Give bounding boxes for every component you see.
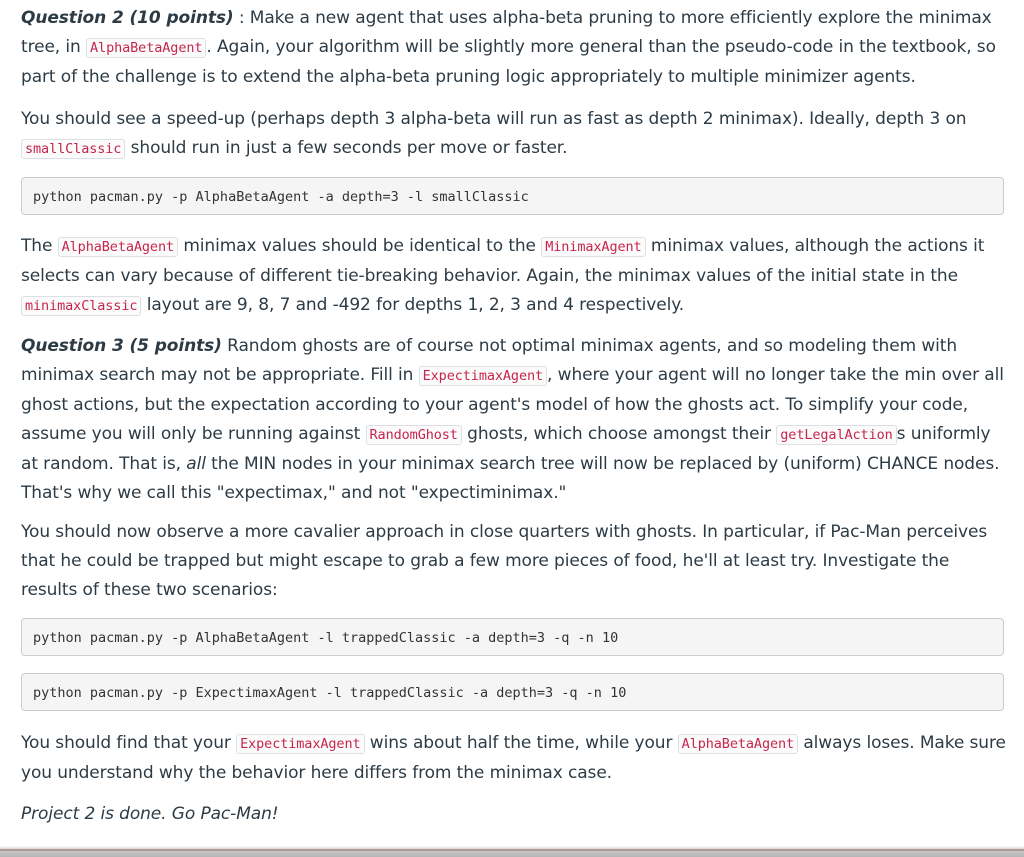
inline-code-smallclassic: smallClassic — [21, 139, 125, 159]
code-block-expectimax-trapped[interactable]: python pacman.py -p ExpectimaxAgent -l trappedClassic -a depth=3 -q -n 10 — [21, 673, 1004, 711]
code-block-alphabeta-smallclassic[interactable]: python pacman.py -p AlphaBetaAgent -a depth=3 -l smallClassic — [21, 177, 1004, 215]
inline-code-minimaxagent: MinimaxAgent — [541, 237, 645, 257]
question-2-paragraph: Question 2 (10 points) : Make a new agent that uses alpha-beta pruning to more efficiently explore the minimax tree, in AlphaBetaAgent . Again, your algorithm will be slightly more general than the pseudo-code in the textbook, so part of the challenge is to extend the alpha-beta pruning logic appropriately to multiple minimizer agents. — [21, 8, 996, 87]
inline-code-alphabetaagent: AlphaBetaAgent — [58, 237, 178, 257]
question-3-title: Question 3 (5 points) — [21, 336, 222, 356]
code-block-alphabeta-trapped[interactable]: python pacman.py -p AlphaBetaAgent -l trappedClassic -a depth=3 -q -n 10 — [21, 618, 1004, 656]
inline-code-expectimaxagent: ExpectimaxAgent — [419, 366, 547, 386]
inline-code-minimaxclassic: minimaxClassic — [21, 296, 141, 316]
inline-code-randomghost: RandomGhost — [366, 425, 462, 445]
cavalier-paragraph: You should now observe a more cavalier approach in close quarters with ghosts. In particular, if Pac-Man perceives that he could be trapped but might escape to grab a few more pieces of food, he'll at least try. Investigate the results of these two scenarios: — [21, 522, 988, 600]
bottom-scroll-edge — [0, 846, 1024, 857]
minimax-values-paragraph: The AlphaBetaAgent minimax values should be identical to the MinimaxAgent minimax values, although the actions it selects can vary because of different tie-breaking behavior. Again, the minimax values of the initial state in the minimaxClassic layout are 9, 8, 7 and -492 for depths 1, 2, 3 and 4 respectively. — [21, 236, 985, 315]
inline-code-expectimaxagent: ExpectimaxAgent — [236, 734, 364, 754]
inline-code-alphabetaagent: AlphaBetaAgent — [86, 38, 206, 58]
emphasis-all: all — [186, 454, 206, 474]
closing-line: Project 2 is done. Go Pac-Man! — [21, 804, 279, 824]
question-2-title: Question 2 (10 points) — [21, 8, 234, 28]
inline-code-getlegalaction: getLegalAction — [776, 425, 896, 445]
question-3-paragraph: Question 3 (5 points) Random ghosts are of course not optimal minimax agents, and so modeling them with minimax search may not be appropriate. Fill in ExpectimaxAgent , where your agent will no longer take the min over all ghost actions, but the expectation according to your agent's model of how the ghosts act. To simplify your code, assume you will only be running against RandomGhost ghosts, which choose amongst their getLegalAction s uniformly at random. That is, all the MIN nodes in your minimax search tree will now be replaced by (uniform) CHANCE nodes. That's why we call this "expectimax," and not "expectiminimax." — [21, 336, 1004, 503]
results-paragraph: You should find that your ExpectimaxAgent wins about half the time, while your AlphaBetaAgent always loses. Make sure you understand why the behavior here differs from the minimax case. — [21, 733, 1006, 783]
inline-code-alphabetaagent: AlphaBetaAgent — [678, 734, 798, 754]
speedup-paragraph: You should see a speed-up (perhaps depth 3 alpha-beta will run as fast as depth 2 minimax). Ideally, depth 3 on smallClassic should run in just a few seconds per move or faster. — [21, 109, 967, 158]
